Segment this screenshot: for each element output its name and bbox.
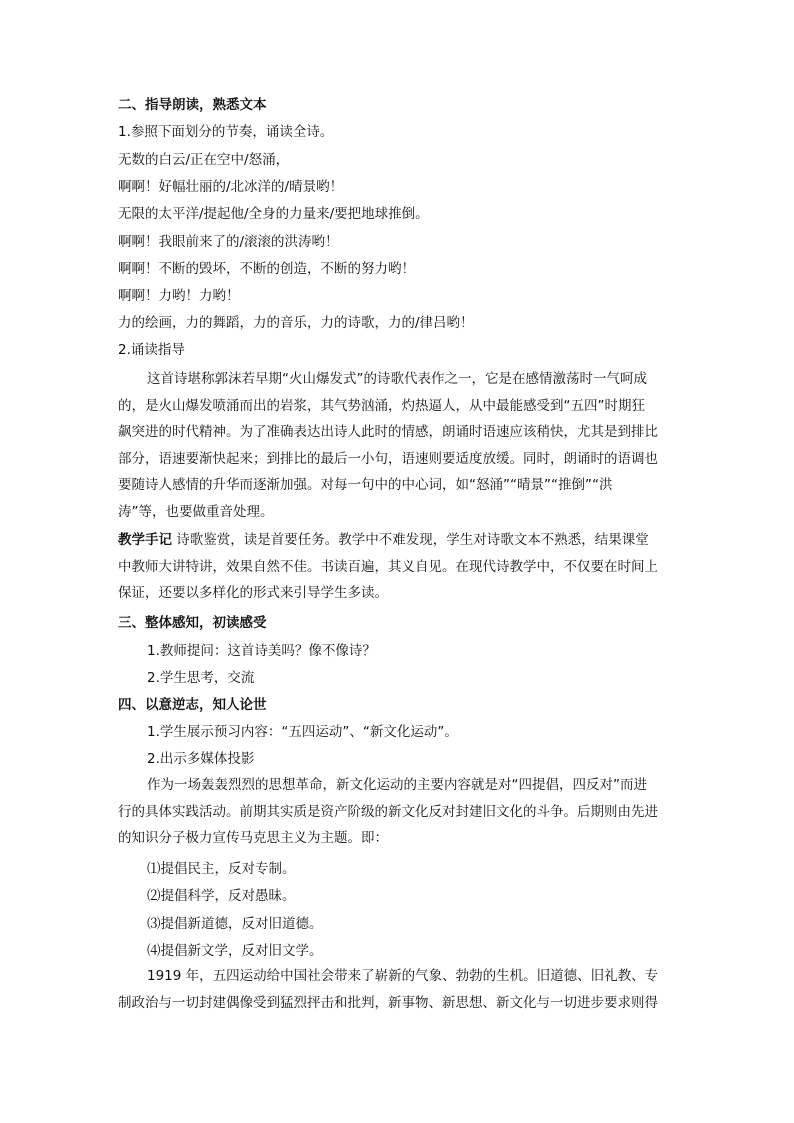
paragraph-line bbox=[118, 527, 678, 554]
instruction-item-2: 2.诵读指导 bbox=[118, 342, 185, 358]
sec3-item-1: 1.教师提问：这首诗美吗？像不像诗？ bbox=[147, 643, 376, 659]
teaching-notes-label: 教学手记 bbox=[118, 532, 172, 548]
paragraph-line: 作为一场轰轰烈烈的思想革命，新文化运动的主要内容就是对“四提倡，四反对”而进 bbox=[147, 777, 647, 793]
poem-line: 啊啊！我眼前来了的/滚滚的洪涛哟！ bbox=[118, 234, 339, 250]
paragraph-line: 制政治与一切封建偶像受到猛烈抨击和批判，新事物、新思想、新文化与一切进步要求则得 bbox=[118, 994, 658, 1011]
teaching-notes-paragraph bbox=[118, 527, 678, 607]
paragraph-line: 这首诗堪称郭沫若早期“火山爆发式”的诗歌代表作之一，它是在感情激荡时一气呵成 bbox=[147, 371, 647, 387]
paragraph-line: 的知识分子极力宣传马克思主义为主题。即： bbox=[118, 830, 388, 846]
list-item: ⑴提倡民主，反对专制。 bbox=[147, 861, 296, 877]
poem-line: 无数的白云/正在空中/怒涌， bbox=[118, 152, 290, 168]
poem-line: 无限的太平洋/提起他/全身的力量来/要把地球推倒。 bbox=[118, 206, 429, 222]
poem-line: 啊啊！力哟！力哟！ bbox=[118, 288, 240, 304]
paragraph-line: 行的具体实践活动。前期其实质是资产阶级的新文化反对封建旧文化的斗争。后期则由先进 bbox=[118, 803, 658, 820]
section-heading-2: 二、指导朗读，熟悉文本 bbox=[118, 97, 267, 113]
poem-line: 啊啊！好幅壮丽的/北冰洋的/晴景哟！ bbox=[118, 179, 344, 195]
poem-line: 啊啊！不断的毁坏，不断的创造，不断的努力哟！ bbox=[118, 261, 415, 277]
sec4-item-2: 2.出示多媒体投影 bbox=[147, 751, 255, 767]
section-heading-4: 四、以意逆志，知人论世 bbox=[118, 697, 267, 713]
list-item: ⑵提倡科学，反对愚昧。 bbox=[147, 888, 296, 904]
teaching-notes-text: 诗歌鉴赏，读是首要任务。教学中不难发现，学生对诗歌文本不熟悉，结果课堂 bbox=[172, 532, 649, 548]
sec3-item-2: 2.学生思考，交流 bbox=[147, 670, 255, 686]
paragraph-line: 保证，还要以多样化的形式来引导学生多读。 bbox=[118, 585, 388, 601]
paragraph-line: 1919 年，五四运动给中国社会带来了崭新的气象、勃勃的生机。旧道德、旧礼教、专 bbox=[147, 968, 659, 984]
paragraph-line: 要随诗人感情的升华而逐渐加强。对每一句中的中心词，如“怒涌”“晴景”“推倒”“洪 bbox=[118, 477, 613, 493]
poem-line: 力的绘画，力的舞蹈，力的音乐，力的诗歌，力的/律吕哟！ bbox=[118, 315, 474, 331]
paragraph-line: 中教师大讲特讲，效果自然不佳。书读百遍，其义自见。在现代诗教学中，不仅要在时间上 bbox=[118, 558, 658, 575]
paragraph-line: 飙突进的时代精神。为了准确表达出诗人此时的情感，朗诵时语速应该稍快，尤其是到排比 bbox=[118, 424, 658, 440]
paragraph-line: 部分，语速要渐快起来；到排比的最后一小句，语速则要适度放缓。同时，朗诵时的语调也 bbox=[118, 450, 658, 467]
instruction-item-1: 1.参照下面划分的节奏，诵读全诗。 bbox=[118, 124, 334, 140]
list-item: ⑶提倡新道德，反对旧道德。 bbox=[147, 916, 323, 932]
paragraph-line: 涛”等，也要做重音处理。 bbox=[118, 503, 274, 520]
section-heading-3: 三、整体感知，初读感受 bbox=[118, 615, 267, 631]
paragraph-line: 的，是火山爆发喷涌而出的岩浆，其气势汹涌，灼热逼人，从中最能感受到“五四”时期狂 bbox=[118, 397, 645, 414]
reading-guide-paragraph bbox=[118, 366, 678, 525]
list-item: ⑷提倡新文学，反对旧文学。 bbox=[147, 943, 323, 959]
sec4-item-1: 1.学生展示预习内容：“五四运动”、“新文化运动”。 bbox=[147, 724, 458, 740]
new-culture-paragraph bbox=[118, 772, 678, 852]
may-fourth-paragraph bbox=[118, 963, 678, 1016]
